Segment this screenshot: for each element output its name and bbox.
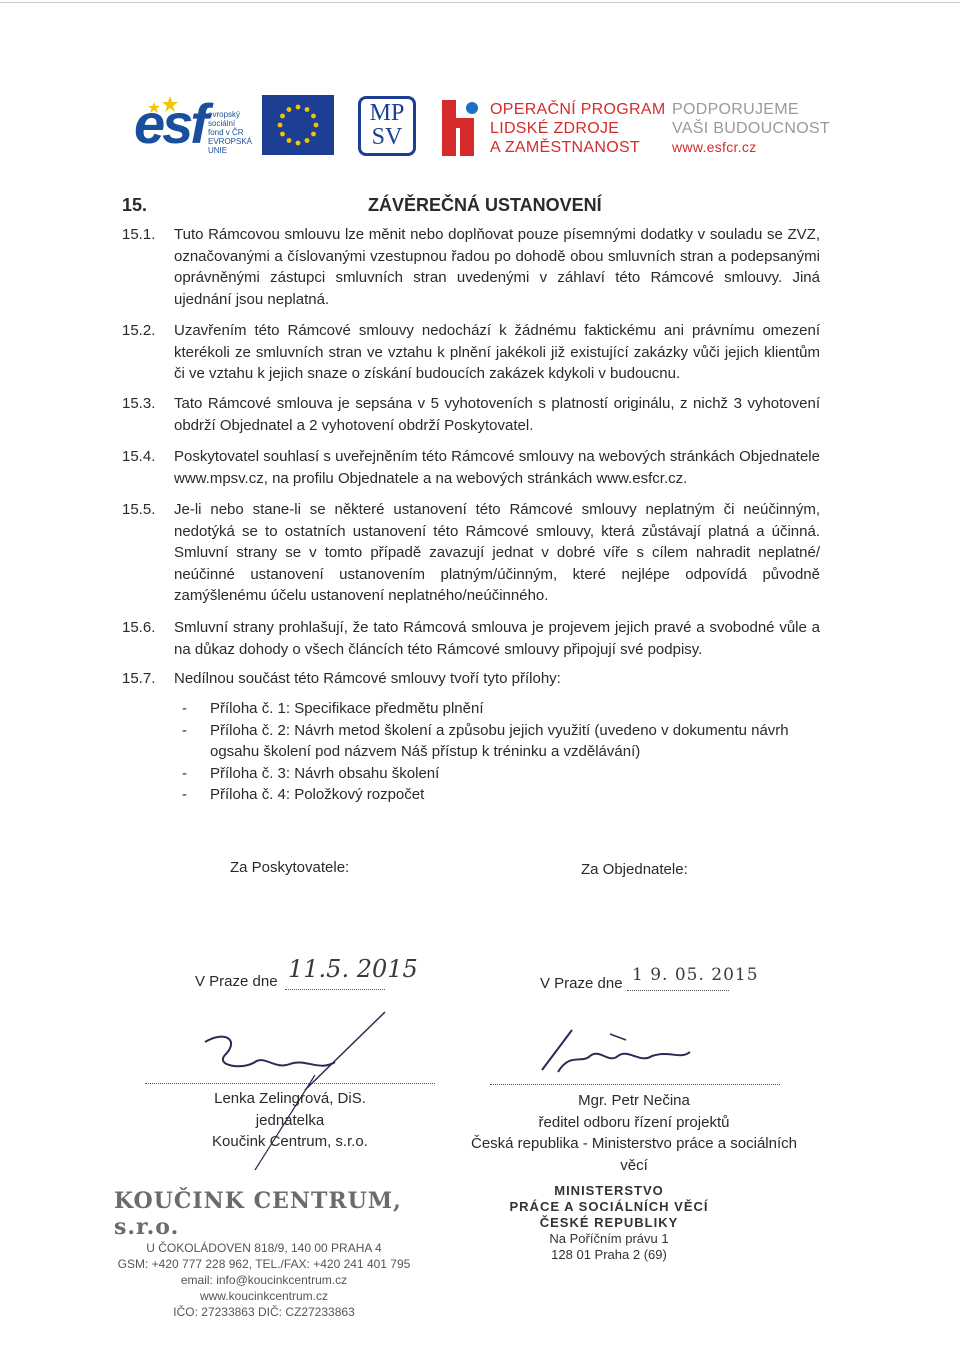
esf-logo-text: esf bbox=[134, 92, 206, 155]
paragraph-text: Smluvní strany prohlašují, že tato Rámcová smlouva je projevem jejich pravé a svobodné vůle a na důkaz dohody o všech článcích této Rámcové smlouvy připojují své podpisy. bbox=[174, 619, 820, 658]
stamp-line: ČESKÉ REPUBLIKY bbox=[539, 1215, 679, 1230]
stamp-line: PRÁCE A SOCIÁLNÍCH VĚCÍ bbox=[509, 1199, 709, 1214]
mpsv-logo-line: SV bbox=[371, 124, 403, 150]
provider-name: Lenka Zelingrová, DiS. bbox=[214, 1090, 366, 1107]
paragraph-number: 15.2. bbox=[122, 322, 156, 339]
client-role: ředitel odboru řízení projektů bbox=[538, 1113, 730, 1131]
esf-caption-line: EVROPSKÁ UNIE bbox=[208, 137, 253, 155]
provider-date-prefix: V Praze dne bbox=[195, 973, 278, 990]
client-name-block bbox=[462, 1090, 806, 1176]
client-label: Za Objednatele: bbox=[581, 861, 688, 878]
support-line: PODPORUJEME bbox=[672, 101, 799, 118]
provider-org: Koučink Centrum, s.r.o. bbox=[212, 1133, 368, 1150]
esf-caption-line: fond v ČR bbox=[208, 128, 244, 137]
support-url: www.esfcr.cz bbox=[672, 139, 757, 155]
stamp-company-name: KOUČINK CENTRUM, s.r.o. bbox=[114, 1188, 402, 1240]
paragraph-text: Tuto Rámcovou smlouvu lze měnit nebo doplňovat pouze písemnými dodatky v souladu se ZVZ, označovanými a číslovanými vzestupnou řadou po dohodě obou smluvních stran a podepsanými oprávněnými zástupci smluvních stran uvedenými v záhlaví této Rámcové smlouvy. Jiná ujednání jsou neplatná. bbox=[174, 226, 820, 308]
esf-caption-line: evropský bbox=[208, 110, 241, 119]
list-item: - Příloha č. 1: Specifikace předmětu plnění bbox=[182, 700, 484, 717]
paragraph-text: Uzavřením této Rámcové smlouvy nedochází k žádnému faktickému ani právnímu omezení kterékoli ze smluvních stran ve vztahu k plnění jakékoli již existující zakázky vůči jejich klientům či ve vztahu k jejich snaze o získání budoucích zakázek kdykoli v budoucnu. bbox=[174, 322, 820, 382]
list-item: - Příloha č. 4: Položkový rozpočet bbox=[182, 786, 425, 803]
paragraph-text: Poskytovatel souhlasí s uveřejněním této Rámcové smlouvy na webových stránkách Objednatele www.mpsv.cz, na profilu Objednatele a na webových stránkách www.esfcr.cz. bbox=[174, 448, 820, 487]
op-program-line: LIDSKÉ ZDROJE bbox=[490, 120, 620, 137]
paragraph-number: 15.7. bbox=[122, 670, 156, 687]
attachment-text: Příloha č. 2: Návrh metod školení a způsobu jejich využití (uvedeno v dokumentu návrh ogsahu školení pod názvem Náš přístup k tréninku a vzdělávání) bbox=[210, 721, 789, 760]
stamp-line: email: info@koucinkcentrum.cz bbox=[180, 1273, 348, 1287]
stamp-line: U ČOKOLÁDOVEN 818/9, 140 00 PRAHA 4 bbox=[146, 1241, 382, 1255]
provider-role: jednatelka bbox=[255, 1111, 325, 1129]
client-name: Mgr. Petr Nečina bbox=[578, 1092, 690, 1109]
attachment-text: Příloha č. 4: Položkový rozpočet bbox=[210, 786, 425, 803]
provider-company-stamp bbox=[114, 1188, 414, 1320]
paragraph-number: 15.3. bbox=[122, 395, 156, 412]
support-slogan bbox=[672, 100, 830, 157]
stamp-line: IČO: 27233863 DIČ: CZ27233863 bbox=[173, 1305, 355, 1319]
provider-signature-line bbox=[145, 1082, 435, 1084]
provider-date-handwritten: 11.5. 2015 bbox=[288, 955, 418, 983]
esf-logo-caption bbox=[208, 110, 254, 155]
client-date-stamp: 1 9. 05. 2015 bbox=[632, 965, 759, 985]
stamp-line: GSM: +420 777 228 962, TEL./FAX: +420 241 401 795 bbox=[117, 1257, 411, 1271]
paragraph-number: 15.1. bbox=[122, 226, 156, 243]
paragraph-text: Je-li nebo stane-li se některé ustanovení této Rámcové smlouvy neplatným či neúčinným, nedotýká se to ostatních ustanovení této Rámcové smlouvy, která zůstávají platná a účinná. Smluvní strany se v tomto případě zavazují jednat v dobré víře s cílem nahradit neplatné/ neúčinné ustanovení ustanovením platným/účinným, které nejlépe odpovídá původně zamýšlenému účelu ustanovení neplatného/neúčinného. bbox=[174, 501, 820, 604]
paragraph-number: 15.6. bbox=[122, 619, 156, 636]
ministry-stamp bbox=[504, 1183, 714, 1263]
stamp-line: Na Poříčním právu 1 bbox=[549, 1231, 669, 1246]
provider-date-line bbox=[285, 988, 385, 990]
list-item: - Příloha č. 2: Návrh metod školení a způsobu jejich využití (uvedeno v dokumentu návrh ogsahu školení pod názvem Náš přístup k tréninku a vzdělávání) bbox=[182, 721, 789, 760]
op-program-icon bbox=[442, 96, 482, 156]
paragraph-number: 15.5. bbox=[122, 501, 156, 518]
paragraph-text: Nedílnou součást této Rámcové smlouvy tvoří tyto přílohy: bbox=[174, 670, 561, 687]
client-signature bbox=[530, 1012, 720, 1082]
section-number: 15. bbox=[122, 195, 148, 215]
stamp-line: 128 01 Praha 2 (69) bbox=[551, 1247, 667, 1262]
eu-flag-icon bbox=[262, 95, 334, 155]
op-program-line: OPERAČNÍ PROGRAM bbox=[490, 101, 666, 118]
client-date-line bbox=[627, 989, 729, 991]
provider-label: Za Poskytovatele: bbox=[230, 859, 350, 876]
client-signature-line bbox=[490, 1083, 780, 1085]
paragraph-number: 15.4. bbox=[122, 448, 156, 465]
top-border-line bbox=[0, 2, 960, 3]
paragraph-text: Tato Rámcové smlouva je sepsána v 5 vyhotoveních s platností originálu, z nichž 3 vyhotovení obdrží Objednatel a 2 vyhotovení obdrží Poskytovatel. bbox=[174, 395, 820, 434]
support-line: VAŠI BUDOUCNOST bbox=[672, 120, 830, 137]
mpsv-logo bbox=[358, 96, 416, 156]
op-program-title bbox=[490, 100, 666, 157]
client-date-prefix: V Praze dne bbox=[540, 975, 623, 992]
stamp-line: MINISTERSTVO bbox=[554, 1183, 664, 1198]
esf-caption-line: sociální bbox=[208, 119, 236, 128]
attachment-text: Příloha č. 3: Návrh obsahu školení bbox=[210, 764, 440, 782]
stamp-line: www.koucinkcentrum.cz bbox=[199, 1289, 329, 1303]
section-title: ZÁVĚREČNÁ USTANOVENÍ bbox=[368, 195, 602, 215]
provider-name-block bbox=[190, 1088, 390, 1153]
esf-logo bbox=[134, 94, 254, 156]
op-program-line: A ZAMĚSTNANOST bbox=[490, 139, 640, 156]
client-org: Česká republika - Ministerstvo práce a sociálních věcí bbox=[471, 1135, 797, 1174]
mpsv-logo-line: MP bbox=[369, 100, 405, 126]
attachments-list bbox=[182, 698, 822, 806]
attachment-text: Příloha č. 1: Specifikace předmětu plnění bbox=[210, 700, 484, 717]
list-item: - Příloha č. 3: Návrh obsahu školení bbox=[182, 764, 440, 782]
